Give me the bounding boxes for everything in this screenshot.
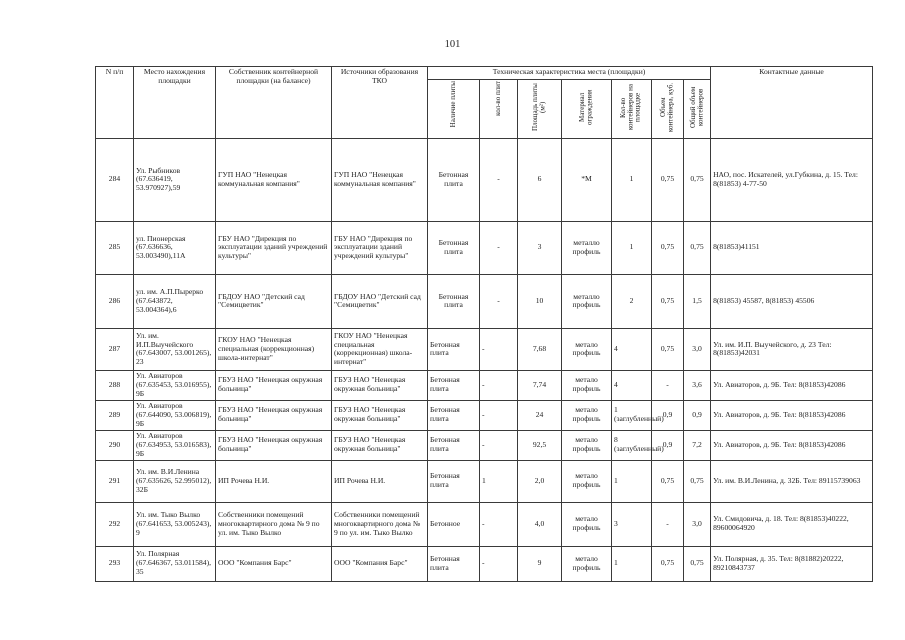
cell-sources: ГБУ НАО "Дирекция по эксплуатации зданий учреждений культуры" (332, 221, 428, 274)
cell-location: Ул. Полярная (67.646367, 53.011584), 35 (134, 546, 216, 581)
cell-location: Ул. им. В.И.Ленина (67.635626, 52.995012), 32Б (134, 460, 216, 502)
cell-plates-count: - (480, 274, 518, 328)
cell-num: 290 (96, 430, 134, 460)
cell-plate: Бетонная плита (428, 328, 480, 370)
cell-volume: 0,75 (652, 460, 684, 502)
cell-owner: ГБУЗ НАО "Ненецкая окружная больница" (216, 430, 332, 460)
table-row (96, 370, 873, 400)
table-row (96, 502, 873, 546)
cell-owner: ООО "Компания Барс" (216, 546, 332, 581)
cell-location: Ул. им. Тыко Вылко (67.641653, 53.005243), 9 (134, 502, 216, 546)
subheader-plates-count (480, 80, 518, 139)
cell-location: Ул. Авиаторов (67.635453, 53.016955), 9Б (134, 370, 216, 400)
cell-plates-count: - (480, 328, 518, 370)
cell-location: ул. им. А.П.Пырерко (67.643872, 53.004364),6 (134, 274, 216, 328)
cell-owner: ГБУЗ НАО "Ненецкая окружная больница" (216, 370, 332, 400)
subheader-area-text: Площадь плиты (м²) (531, 83, 547, 132)
subheader-fence-text: Материал ограждения (578, 89, 594, 126)
cell-sources: ГБУЗ НАО "Ненецкая окружная больница" (332, 430, 428, 460)
cell-total: 0,75 (684, 546, 711, 581)
cell-num: 287 (96, 328, 134, 370)
cell-plates-count: - (480, 400, 518, 430)
cell-area: 3 (518, 221, 562, 274)
cell-plates-count: - (480, 370, 518, 400)
cell-num: 284 (96, 138, 134, 221)
cell-volume: 0,75 (652, 328, 684, 370)
subheader-containers-text: Кол-во контейнеров на площадке (619, 84, 643, 131)
cell-location: Ул. Авиаторов (67.644090, 53.006819), 9Б (134, 400, 216, 430)
cell-containers: 4 (612, 370, 652, 400)
subheader-plate (428, 80, 480, 139)
cell-area: 2,0 (518, 460, 562, 502)
cell-area: 10 (518, 274, 562, 328)
cell-plate: Бетонная плита (428, 138, 480, 221)
cell-sources: ООО "Компания Барс" (332, 546, 428, 581)
cell-plate: Бетонная плита (428, 400, 480, 430)
cell-fence: метало профиль (562, 400, 612, 430)
cell-contacts: Ул. Полярная, д. 35. Тел: 8(81882)20222, 89210843737 (711, 546, 873, 581)
cell-owner: ГБУЗ НАО "Ненецкая окружная больница" (216, 400, 332, 430)
subheader-total (684, 80, 711, 139)
cell-plates-count: - (480, 502, 518, 546)
table-row (96, 274, 873, 328)
cell-fence: *М (562, 138, 612, 221)
cell-area: 4,0 (518, 502, 562, 546)
subheader-plates-count-text: кол-во плит (493, 81, 502, 116)
header-location: Место нахождения площадки (134, 67, 216, 139)
subheader-volume-text: Объем контейнера, куб. (659, 82, 675, 133)
cell-containers: 1 (612, 221, 652, 274)
cell-owner: ИП Рочева Н.И. (216, 460, 332, 502)
cell-containers: 3 (612, 502, 652, 546)
cell-containers: 1 (заглубленный) (612, 400, 652, 430)
cell-owner: ГБУ НАО "Дирекция по эксплуатации зданий учреждений культуры" (216, 221, 332, 274)
cell-plates-count: - (480, 138, 518, 221)
cell-sources: ИП Рочева Н.И. (332, 460, 428, 502)
cell-area: 6 (518, 138, 562, 221)
cell-area: 24 (518, 400, 562, 430)
subheader-area (518, 80, 562, 139)
cell-sources: ГБУЗ НАО "Ненецкая окружная больница" (332, 370, 428, 400)
cell-num: 292 (96, 502, 134, 546)
cell-fence: метало профиль (562, 502, 612, 546)
header-contacts: Контактные данные (711, 67, 873, 139)
cell-num: 293 (96, 546, 134, 581)
cell-plates-count: - (480, 430, 518, 460)
cell-total: 0,9 (684, 400, 711, 430)
subheader-total-text: Общий объем контейнеров (688, 86, 705, 129)
cell-fence: метало профиль (562, 546, 612, 581)
cell-fence: метало профиль (562, 370, 612, 400)
cell-contacts: Ул. им. В.И.Ленина, д. 32Б. Тел: 89115739063 (711, 460, 873, 502)
cell-volume: 0,75 (652, 274, 684, 328)
cell-num: 289 (96, 400, 134, 430)
cell-plate: Бетонное (428, 502, 480, 546)
cell-contacts: Ул. Авиаторов, д. 9Б. Тел: 8(81853)42086 (711, 370, 873, 400)
subheader-plate-text: Наличие плиты (448, 81, 457, 128)
cell-total: 0,75 (684, 460, 711, 502)
cell-fence: металло профиль (562, 274, 612, 328)
cell-area: 9 (518, 546, 562, 581)
cell-volume: - (652, 370, 684, 400)
cell-plate: Бетонная плита (428, 370, 480, 400)
cell-sources: ГУП НАО "Ненецкая коммунальная компания" (332, 138, 428, 221)
cell-volume: 0,75 (652, 138, 684, 221)
cell-location: Ул. им. И.П.Выучейского (67.643007, 53.001265), 23 (134, 328, 216, 370)
header-tech: Техническая характеристика места (площадки) (428, 67, 711, 80)
cell-total: 3,6 (684, 370, 711, 400)
cell-contacts: Ул. Авиаторов, д. 9Б. Тел: 8(81853)42086 (711, 400, 873, 430)
subheader-fence (562, 80, 612, 139)
cell-plates-count: - (480, 221, 518, 274)
cell-owner: ГБДОУ НАО "Детский сад "Семицветик" (216, 274, 332, 328)
cell-location: ул. Пионерская (67.636636, 53.003490),11А (134, 221, 216, 274)
cell-contacts: 8(81853) 45587, 8(81853) 45506 (711, 274, 873, 328)
subheader-volume (652, 80, 684, 139)
cell-sources: ГКОУ НАО "Ненецкая специальная (коррекционная) школа-интернат" (332, 328, 428, 370)
cell-total: 0,75 (684, 221, 711, 274)
registry-table (95, 66, 873, 582)
cell-total: 3,0 (684, 502, 711, 546)
cell-num: 286 (96, 274, 134, 328)
page-number: 101 (444, 39, 461, 50)
cell-owner: Собственники помещений многоквартирного дома № 9 по ул. им. Тыко Вылко (216, 502, 332, 546)
table-row (96, 221, 873, 274)
header-sources: Источники образования ТКО (332, 67, 428, 139)
cell-containers: 2 (612, 274, 652, 328)
subheader-containers (612, 80, 652, 139)
table-row (96, 430, 873, 460)
cell-volume: 0,9 (652, 430, 684, 460)
header-row (96, 67, 873, 80)
cell-total: 3,0 (684, 328, 711, 370)
cell-contacts: Ул. Авиаторов, д. 9Б. Тел: 8(81853)42086 (711, 430, 873, 460)
cell-fence: металло профиль (562, 221, 612, 274)
cell-plate: Бетонная плита (428, 546, 480, 581)
cell-volume: - (652, 502, 684, 546)
table-row (96, 138, 873, 221)
cell-num: 285 (96, 221, 134, 274)
cell-sources: ГБУЗ НАО "Ненецкая окружная больница" (332, 400, 428, 430)
cell-area: 92,5 (518, 430, 562, 460)
cell-total: 0,75 (684, 138, 711, 221)
cell-num: 291 (96, 460, 134, 502)
cell-area: 7,74 (518, 370, 562, 400)
cell-plates-count: - (480, 546, 518, 581)
cell-fence: метало профиль (562, 430, 612, 460)
cell-volume: 0,75 (652, 221, 684, 274)
cell-containers: 4 (612, 328, 652, 370)
cell-plate: Бетонная плита (428, 430, 480, 460)
cell-num: 288 (96, 370, 134, 400)
cell-total: 7,2 (684, 430, 711, 460)
cell-plate: Бетонная плита (428, 460, 480, 502)
cell-fence: метало профиль (562, 328, 612, 370)
cell-contacts: Ул. им. И.П. Выучейского, д. 23 Тел: 8(81853)42031 (711, 328, 873, 370)
cell-plates-count: 1 (480, 460, 518, 502)
cell-area: 7,68 (518, 328, 562, 370)
table-row (96, 400, 873, 430)
cell-contacts: Ул. Смидовича, д. 18. Тел: 8(81853)40222, 89600064920 (711, 502, 873, 546)
header-num: N п/п (96, 67, 134, 139)
cell-plate: Бетонная плита (428, 274, 480, 328)
cell-contacts: НАО, пос. Искателей, ул.Губкина, д. 15. Тел: 8(81853) 4-77-50 (711, 138, 873, 221)
cell-owner: ГУП НАО "Ненецкая коммунальная компания" (216, 138, 332, 221)
cell-containers: 8 (заглубленный) (612, 430, 652, 460)
cell-sources: Собственники помещений многоквартирного дома № 9 по ул. им. Тыко Вылко (332, 502, 428, 546)
cell-containers: 1 (612, 460, 652, 502)
cell-volume: 0,9 (652, 400, 684, 430)
cell-location: Ул. Рыбников (67.636419, 53.970927),59 (134, 138, 216, 221)
cell-total: 1,5 (684, 274, 711, 328)
cell-plate: Бетонная плита (428, 221, 480, 274)
cell-fence: метало профиль (562, 460, 612, 502)
cell-volume: 0,75 (652, 546, 684, 581)
cell-owner: ГКОУ НАО "Ненецкая специальная (коррекционная) школа-интернат" (216, 328, 332, 370)
cell-containers: 1 (612, 138, 652, 221)
cell-containers: 1 (612, 546, 652, 581)
cell-contacts: 8(81853)41151 (711, 221, 873, 274)
table-row (96, 328, 873, 370)
table-row (96, 546, 873, 581)
cell-location: Ул. Авиаторов (67.634953, 53.016583), 9Б (134, 430, 216, 460)
cell-sources: ГБДОУ НАО "Детский сад "Семицветик" (332, 274, 428, 328)
table-row (96, 460, 873, 502)
header-owner: Собственник контейнерной площадки (на балансе) (216, 67, 332, 139)
